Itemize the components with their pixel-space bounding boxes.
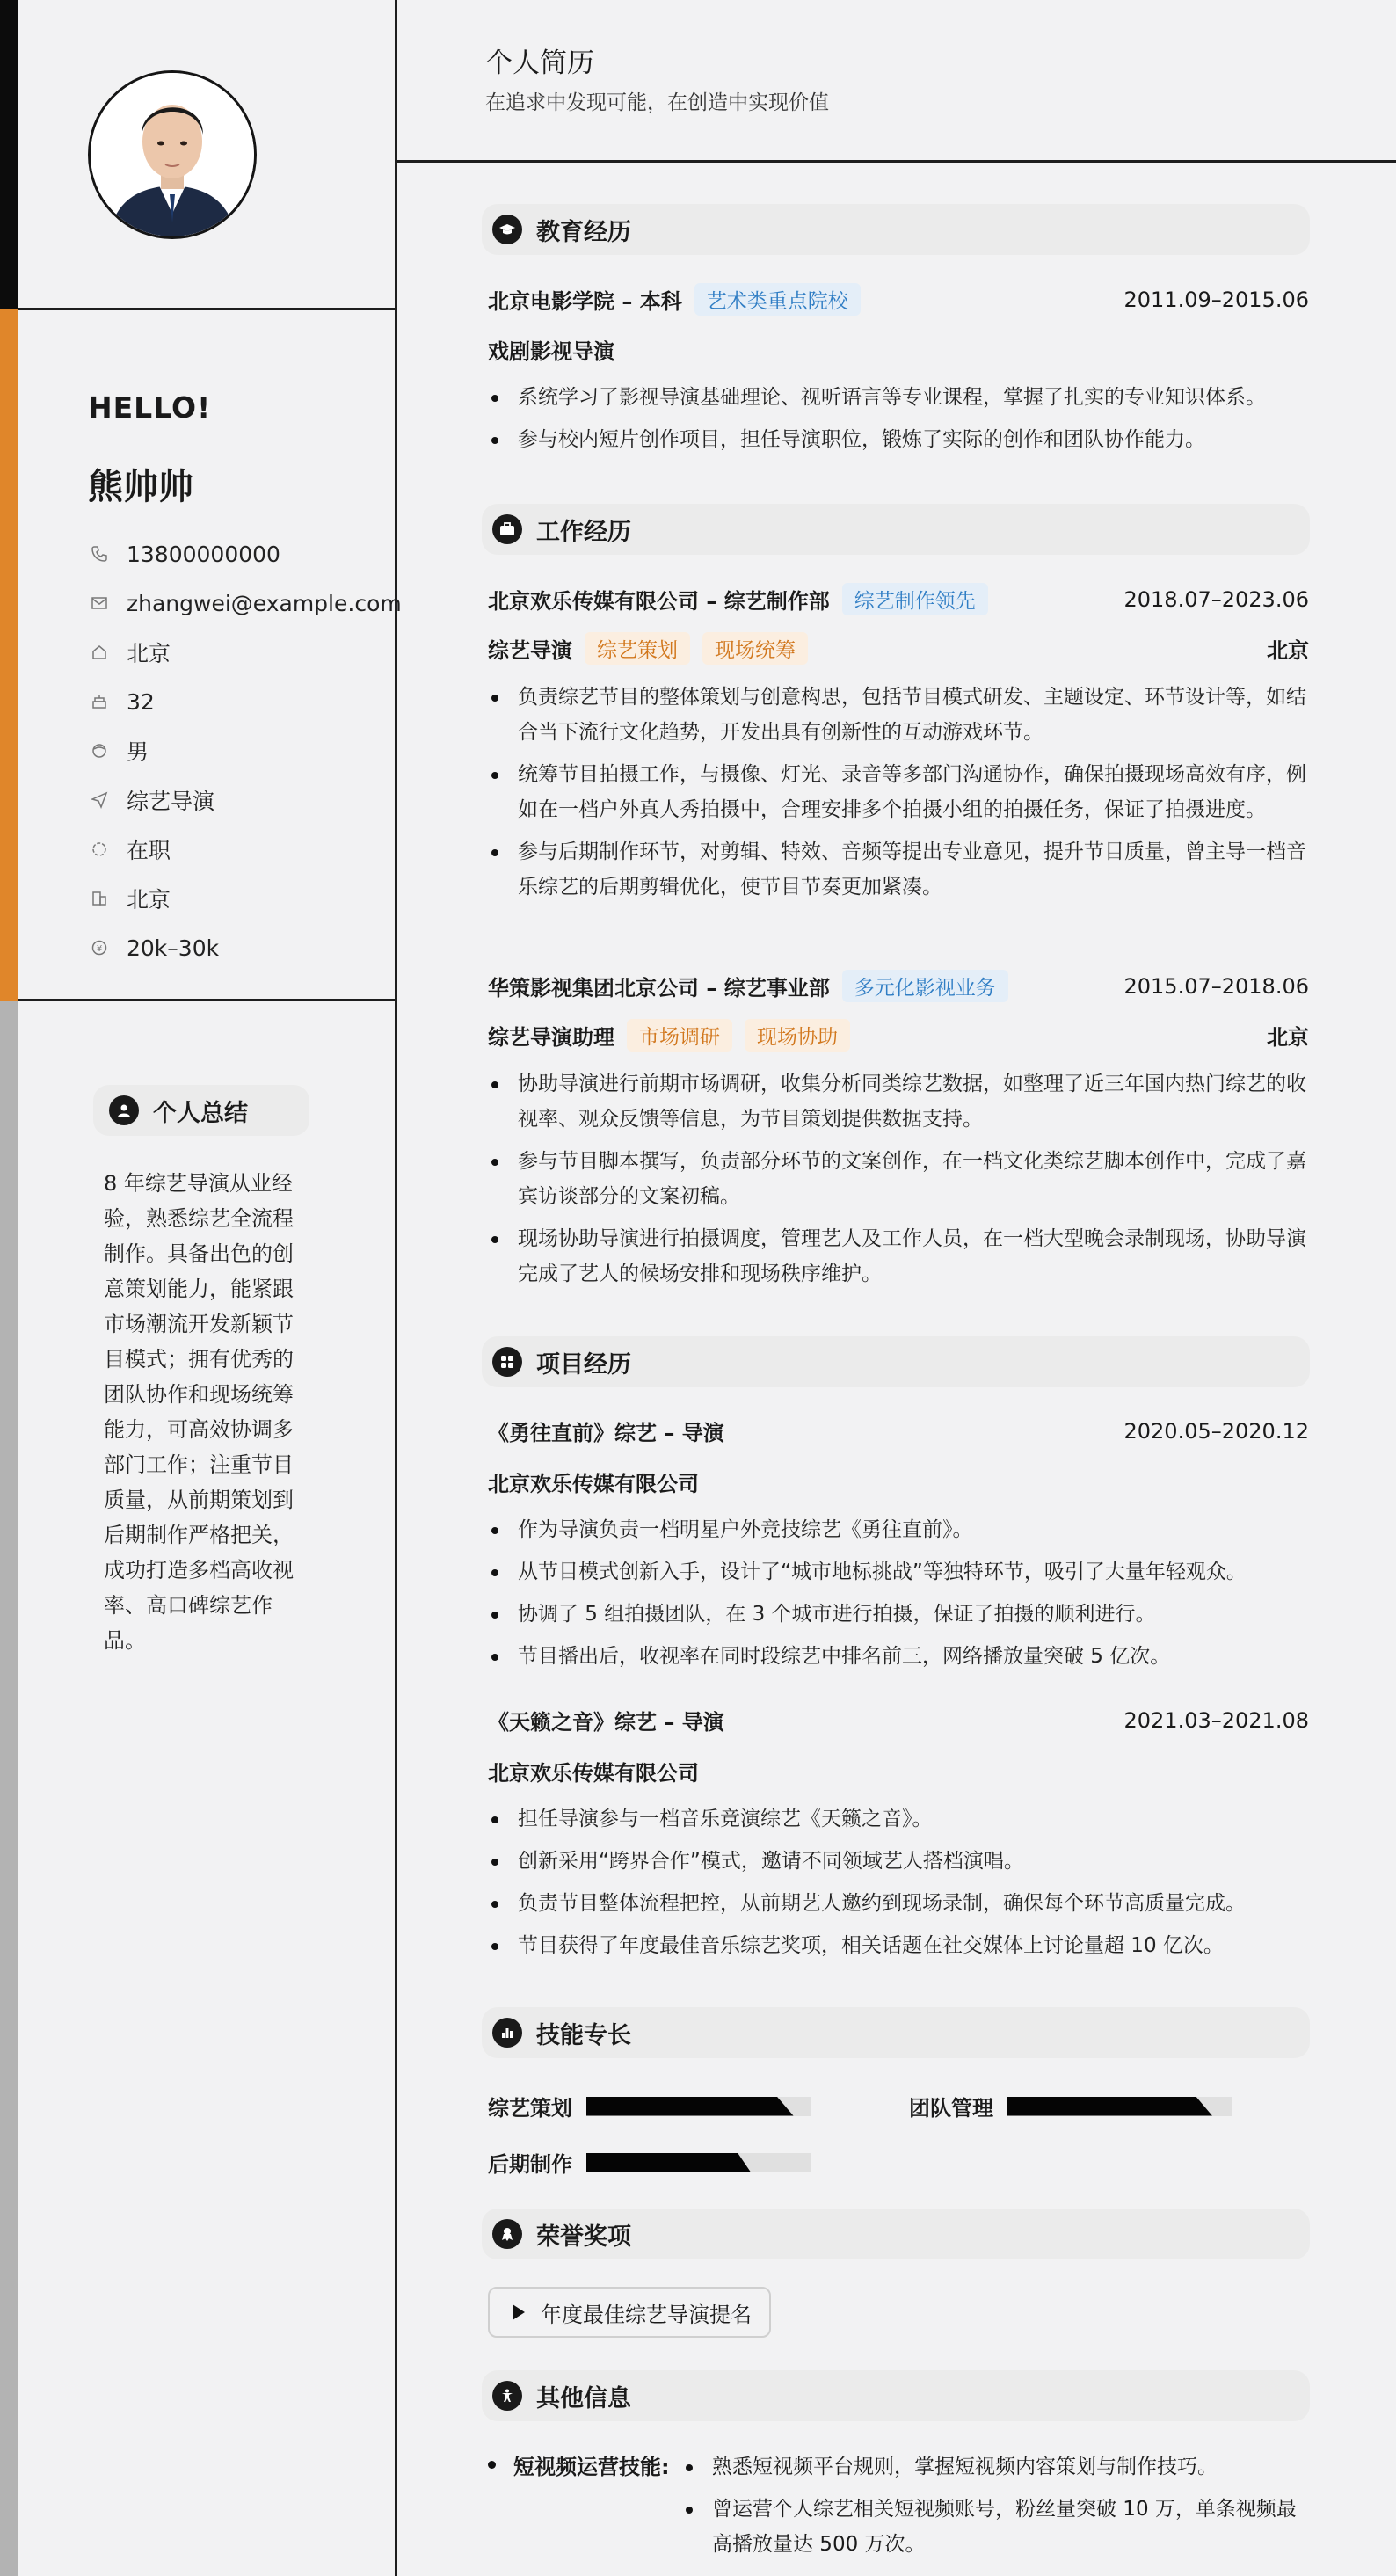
company-tag: 综艺制作领先 [842,583,988,615]
avatar [88,70,257,239]
info-item-phone: 13800000000 [88,529,402,579]
page-title: 个人简历 [485,47,594,79]
accent-strip-orange [0,309,18,1001]
list-item: 负责综艺节目的整体策划与创意构思，包括节目模式研发、主题设定、环节设计等，如结合当下流行文化趋势，开发出具有创新性的互动游戏环节。 [488,680,1309,750]
skill-name: 综艺策划 [488,2096,572,2121]
company-name: 北京欢乐传媒有限公司 – 综艺制作部 [488,589,830,614]
svg-text:¥: ¥ [96,944,103,954]
project-date: 2021.03–2021.08 [1123,1707,1309,1733]
mail-icon [88,592,111,615]
info-item-city: 北京 [88,874,402,923]
list-item: 节目播出后，收视率在同时段综艺中排名前三，网络播放量突破 5 亿次。 [488,1639,1309,1674]
skill-bar [1007,2097,1232,2116]
summary-heading: 个人总结 [93,1085,309,1136]
job-header-row [488,970,1309,1002]
building-icon [88,887,111,910]
list-item: 曾运营个人综艺相关短视频账号，粉丝量突破 10 万，单条视频最高播放量达 500 万次。 [684,2492,1310,2562]
list-item: 负责节目整体流程把控，从前期艺人邀约到现场录制，确保每个环节高质量完成。 [488,1886,1309,1921]
job-role: 综艺导演 [488,638,572,663]
list-item: 创新采用“跨界合作”模式，邀请不同领域艺人搭档演唱。 [488,1844,1309,1879]
play-icon [513,2304,525,2320]
section-education-heading: 教育经历 [482,204,1310,255]
school-name: 北京电影学院 – 本科 [488,289,682,314]
cake-icon [88,690,111,713]
list-item: 协助导演进行前期市场调研，收集分析同类综艺数据，如整理了近三年国内热门综艺的收视率、观众反馈等信息，为节目策划提供数据支持。 [488,1066,1309,1137]
job-role-row [488,632,1309,665]
section-other-heading: 其他信息 [482,2370,1310,2421]
header-divider [397,160,1396,163]
list-item: 担任导演参与一档音乐竞演综艺《天籁之音》。 [488,1801,1309,1837]
section-work-heading: 工作经历 [482,504,1310,555]
skill-item [488,2091,811,2121]
sidebar-divider [18,308,397,310]
job-city: 北京 [1267,638,1309,663]
project-bullets [488,1512,1309,1681]
skill-bar-fill [586,2097,794,2116]
accessibility-icon [492,2381,522,2411]
job-bullets [488,1066,1309,1299]
skill-item [488,2147,811,2178]
list-item: 参与校内短片创作项目，担任导演职位，锻炼了实际的创作和团队协作能力。 [488,422,1309,457]
education-row [488,283,1309,316]
project-company: 北京欢乐传媒有限公司 [488,1472,699,1496]
skill-bar [586,2097,811,2116]
bar-chart-icon [492,2018,522,2048]
project-company: 北京欢乐传媒有限公司 [488,1761,699,1786]
graduation-cap-icon [492,215,522,244]
money-icon [88,936,111,959]
project-date: 2020.05–2020.12 [1123,1418,1309,1444]
info-item-location: 北京 [88,628,402,677]
briefcase-icon [492,514,522,544]
section-skills-heading: 技能专长 [482,2007,1310,2058]
gender-icon [88,739,111,762]
job-date: 2015.07–2018.06 [1123,973,1309,999]
job-bullets [488,680,1309,912]
accent-strip-black [0,0,18,309]
info-item-age: 32 [88,677,402,726]
job-date: 2018.07–2023.06 [1123,586,1309,612]
send-icon [88,789,111,811]
skill-name: 后期制作 [488,2152,572,2177]
list-item: 现场协助导演进行拍摄调度，管理艺人及工作人员，在一档大型晚会录制现场，协助导演完成了艺人的候场安排和现场秩序维护。 [488,1221,1309,1292]
section-projects-heading: 项目经历 [482,1336,1310,1387]
skill-tag: 市场调研 [627,1019,732,1052]
skill-bar [586,2153,811,2172]
list-item: 系统学习了影视导演基础理论、视听语言等专业课程，掌握了扎实的专业知识体系。 [488,380,1309,415]
sidebar-divider [18,999,397,1001]
job-role-row [488,1019,1309,1052]
list-item: 节目获得了年度最佳音乐综艺奖项，相关话题在社交媒体上讨论量超 10 亿次。 [488,1928,1309,1963]
info-item-status: 在职 [88,825,402,874]
user-icon [109,1095,139,1125]
accent-strip-gray [0,1001,18,2576]
summary-text: 8 年综艺导演从业经验，熟悉综艺全流程制作。具备出色的创意策划能力，能紧跟市场潮流开发新颖节目模式；拥有优秀的团队协作和现场统筹能力，可高效协调多部门工作；注重节目质量，从前期策划到后期制作严格把关，成功打造多档高收视率、高口碑综艺作品。 [104,1171,294,1653]
contact-info-list [88,529,402,972]
other-label: 短视频运营技能: [488,2449,670,2480]
job-header-row [488,583,1309,615]
person-name: 熊帅帅 [88,467,193,507]
education-date: 2011.09–2015.06 [1123,287,1309,312]
status-icon [88,838,111,861]
project-header-row [488,1705,1309,1736]
project-bullets [488,1801,1309,1970]
award-icon [492,2219,522,2249]
honor-item[interactable]: 年度最佳综艺导演提名 [488,2287,771,2338]
page-subtitle: 在追求中发现可能，在创造中实现价值 [485,91,829,114]
job-role: 综艺导演助理 [488,1025,614,1050]
section-honors-heading: 荣誉奖项 [482,2209,1310,2259]
phone-icon [88,542,111,565]
list-item: 作为导演负责一档明星户外竞技综艺《勇往直前》。 [488,1512,1309,1547]
home-icon [88,641,111,664]
skill-bar-fill [1007,2097,1212,2116]
skill-tag: 综艺策划 [585,632,690,665]
info-item-gender: 男 [88,726,402,775]
education-major: 戏剧影视导演 [488,339,614,364]
company-name: 华策影视集团北京公司 – 综艺事业部 [488,976,830,1001]
skill-name: 团队管理 [909,2096,993,2121]
hello-heading: HELLO! [88,390,212,425]
company-tag: 多元化影视业务 [842,970,1008,1002]
skill-tag: 现场协助 [745,1019,850,1052]
education-bullets [488,380,1309,464]
list-item: 统筹节目拍摄工作，与摄像、灯光、录音等多部门沟通协作，确保拍摄现场高效有序，例如在一档户外真人秀拍摄中，合理安排多个拍摄小组的拍摄任务，保证了拍摄进度。 [488,757,1309,827]
info-item-email: zhangwei@example.com [88,579,402,628]
job-city: 北京 [1267,1025,1309,1050]
school-tag: 艺术类重点院校 [694,283,861,316]
list-item: 熟悉短视频平台规则，掌握短视频内容策划与制作技巧。 [684,2449,1310,2485]
list-item: 参与节目脚本撰写，负责部分环节的文案创作，在一档文化类综艺脚本创作中，完成了嘉宾访谈部分的文案初稿。 [488,1144,1309,1214]
list-item: 协调了 5 组拍摄团队，在 3 个城市进行拍摄，保证了拍摄的顺利进行。 [488,1597,1309,1632]
project-name: 《勇往直前》综艺 – 导演 [488,1421,724,1445]
skill-item [909,2091,1232,2121]
project-header-row [488,1415,1309,1446]
project-name: 《天籁之音》综艺 – 导演 [488,1710,724,1735]
grid-icon [492,1347,522,1377]
skill-bar-fill [586,2153,751,2172]
info-item-position: 综艺导演 [88,775,402,825]
list-item: 参与后期制作环节，对剪辑、特效、音频等提出专业意见，提升节目质量，曾主导一档音乐综艺的后期剪辑优化，使节目节奏更加紧凑。 [488,834,1309,905]
list-item: 从节目模式创新入手，设计了“城市地标挑战”等独特环节，吸引了大量年轻观众。 [488,1554,1309,1590]
other-bullets [684,2449,1310,2569]
info-item-salary: ¥ 20k–30k [88,923,402,972]
skill-tag: 现场统筹 [702,632,808,665]
